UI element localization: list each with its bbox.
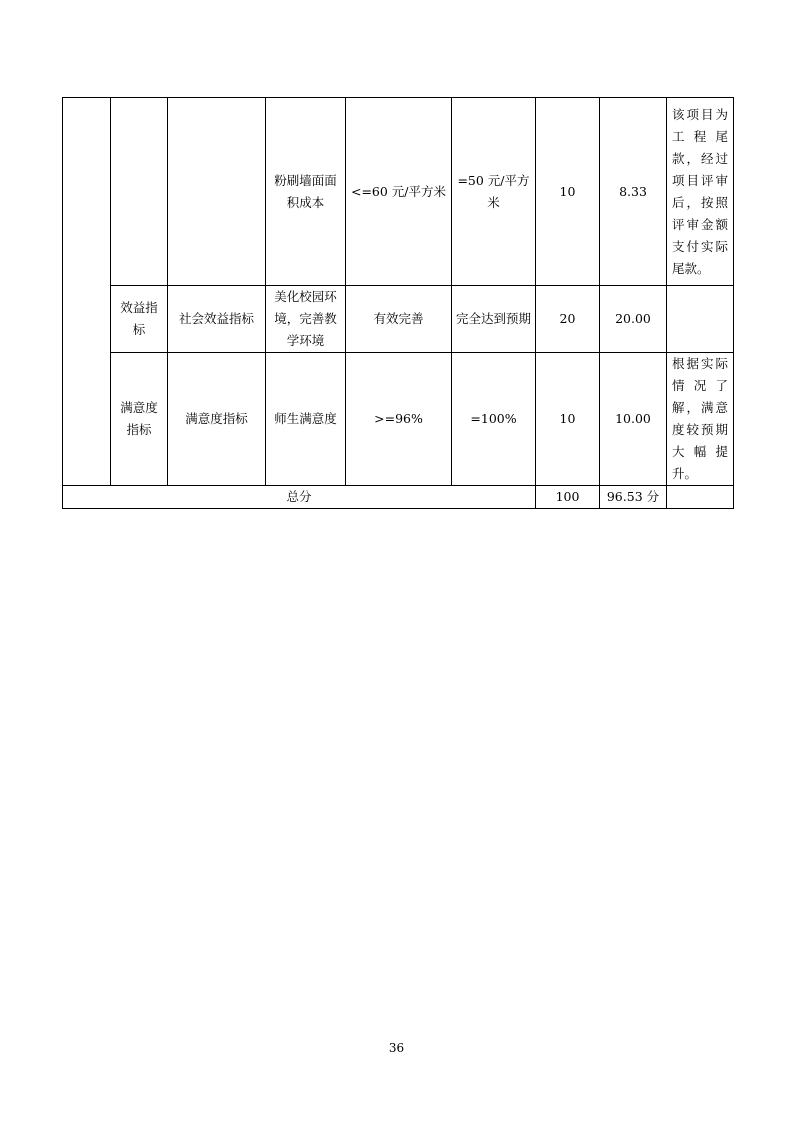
actual-cell: 完全达到预期 xyxy=(452,286,536,353)
target-cell: >=96% xyxy=(346,353,452,486)
actual-cell: =50 元/平方米 xyxy=(452,98,536,286)
actual-cell: =100% xyxy=(452,353,536,486)
subcategory-cell: 满意度指标 xyxy=(168,353,266,486)
table-row xyxy=(63,353,734,486)
table-row xyxy=(63,98,734,286)
weight-cell: 10 xyxy=(536,353,600,486)
note-cell xyxy=(667,286,734,353)
category-cell: 效益指标 xyxy=(111,286,168,353)
score-cell: 10.00 xyxy=(600,353,667,486)
total-label: 总分 xyxy=(63,486,536,509)
outer-category-cell xyxy=(63,98,111,486)
indicator-cell: 美化校园环境，完善教学环境 xyxy=(266,286,346,353)
indicator-cell: 粉刷墙面面积成本 xyxy=(266,98,346,286)
score-cell: 20.00 xyxy=(600,286,667,353)
target-cell: <=60 元/平方米 xyxy=(346,98,452,286)
performance-evaluation-table xyxy=(62,97,734,509)
score-cell: 8.33 xyxy=(600,98,667,286)
note-cell: 根据实际情况了解，满意度较预期大幅提升。 xyxy=(667,353,734,486)
total-score: 96.53 分 xyxy=(600,486,667,509)
weight-cell: 20 xyxy=(536,286,600,353)
total-row xyxy=(63,486,734,509)
weight-cell: 10 xyxy=(536,98,600,286)
indicator-cell: 师生满意度 xyxy=(266,353,346,486)
total-weight: 100 xyxy=(536,486,600,509)
page-number: 36 xyxy=(388,1041,405,1055)
total-note xyxy=(667,486,734,509)
category-cell: 满意度指标 xyxy=(111,353,168,486)
table-row xyxy=(63,286,734,353)
target-cell: 有效完善 xyxy=(346,286,452,353)
category-cell xyxy=(111,98,168,286)
subcategory-cell: 社会效益指标 xyxy=(168,286,266,353)
subcategory-cell xyxy=(168,98,266,286)
note-cell: 该项目为工程尾款，经过项目评审后，按照评审金额支付实际尾款。 xyxy=(667,98,734,286)
